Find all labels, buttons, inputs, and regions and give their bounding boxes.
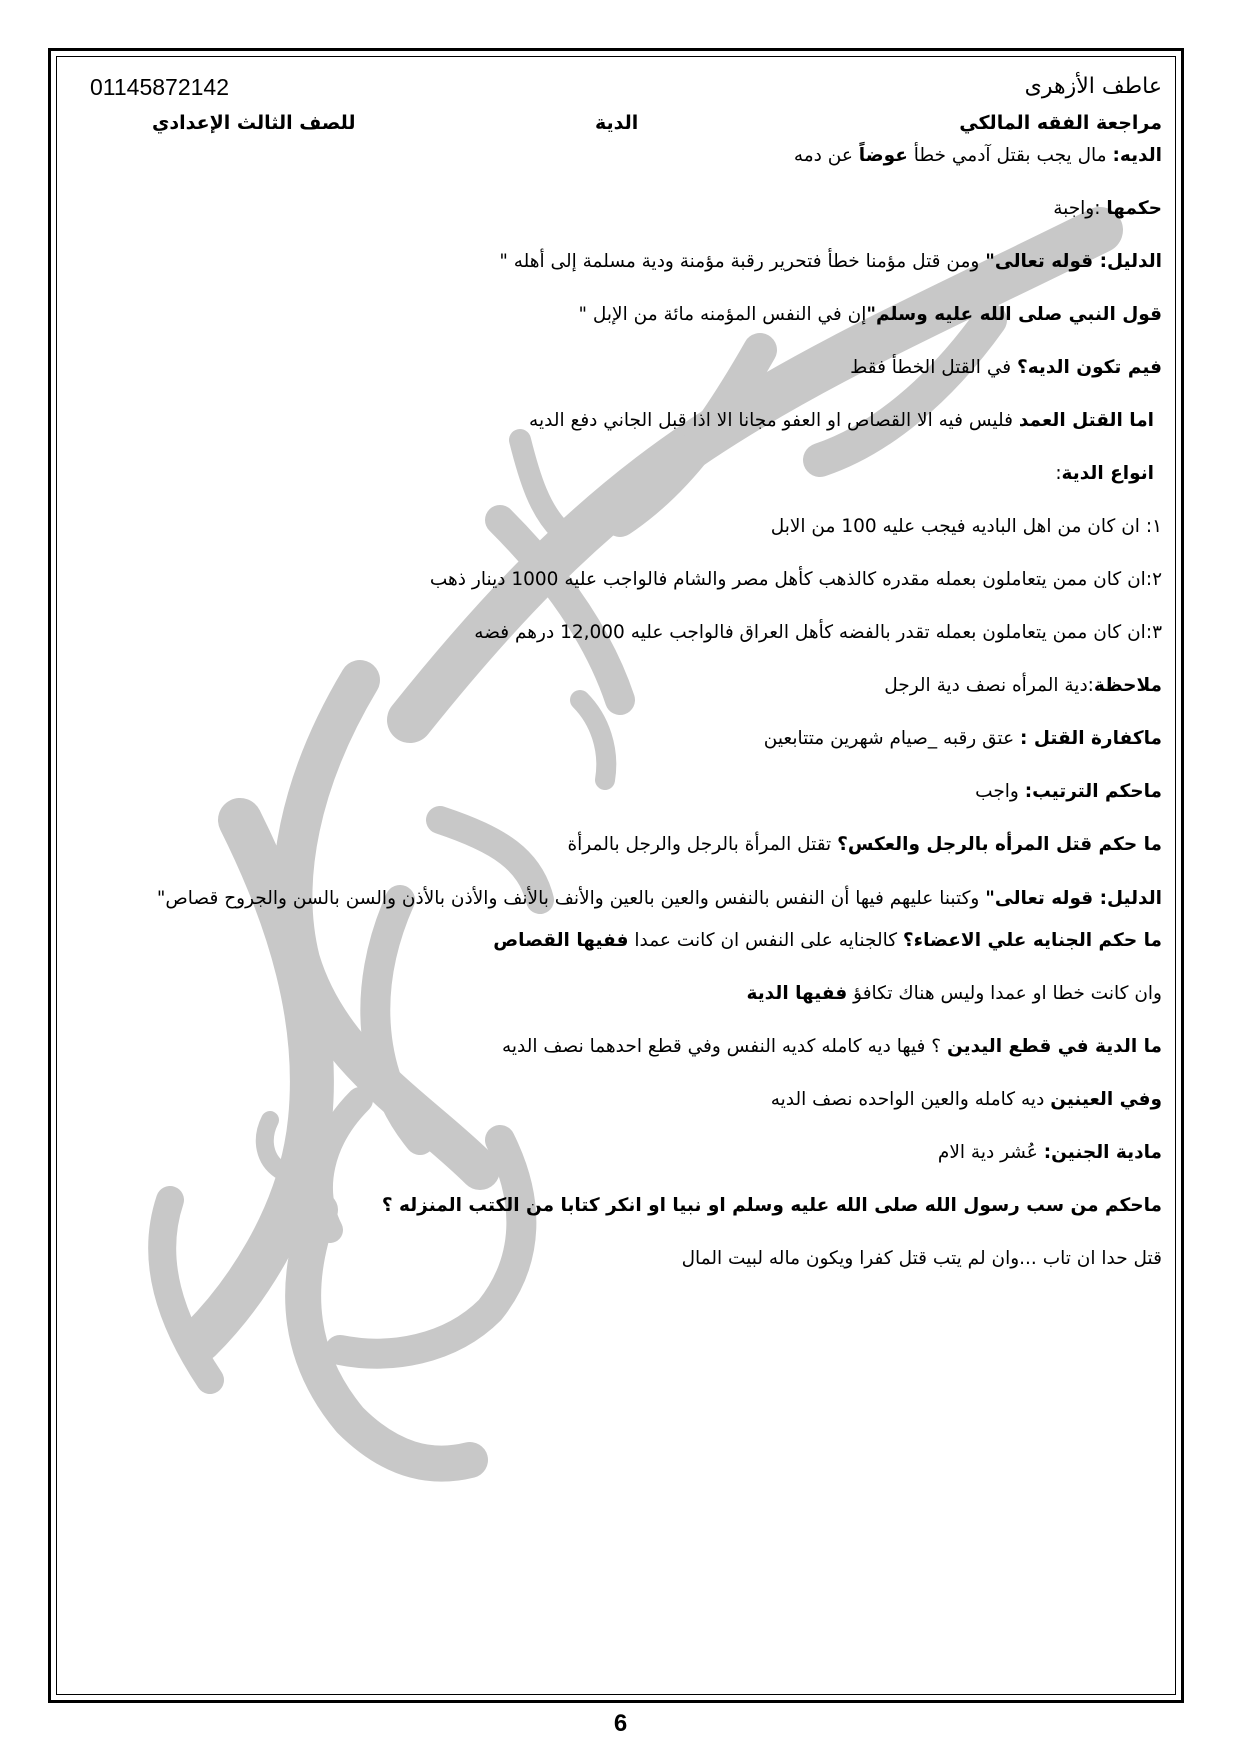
line-limbs-ruling: ما حكم الجنايه علي الاعضاء؟ كالجنايه على النفس ان كانت عمدا ففيها القصاص [493, 930, 1162, 951]
page-number: 6 [613, 1710, 628, 1737]
line-type-2: ٢:ان كان ممن يتعاملون بعمله مقدره كالذهب كأهل مصر والشام فالواجب عليه 1000 دينار ذهب [429, 569, 1162, 590]
document-content [90, 62, 1170, 1269]
line-ruling: حكمها :واجبة [1053, 198, 1162, 219]
line-limbs-error: وان كانت خطا او عمدا وليس هناك تكافؤ ففيها الدية [746, 983, 1162, 1004]
line-insult-answer: قتل حدا ان تاب ...وان لم يتب قتل كفرا ويكون ماله لبيت المال [681, 1248, 1162, 1269]
page-header [90, 62, 1170, 142]
line-note: ملاحظة:دية المرأه نصف دية الرجل [884, 675, 1162, 696]
grade-title: للصف الثالث الإعدادي [152, 112, 356, 134]
topic-title: الدية [595, 112, 639, 134]
subject-title: مراجعة الفقه المالكي [959, 112, 1162, 134]
line-type-1: ١: ان كان من اهل الباديه فيجب عليه 100 من الابل [770, 516, 1162, 537]
line-expiation: ماكفارة القتل : عتق رقبه _صيام شهرين متتابعين [763, 728, 1162, 749]
line-types-heading: انواع الدية: [1055, 463, 1154, 484]
line-evidence-retaliation: الدليل: قوله تعالى" وكتبنا عليهم فيها أن النفس بالنفس والعين بالعين والأنف بالأنف والأذن بالأذن والسن بالسن والجروح قصاص" [156, 888, 1162, 909]
line-evidence-quran: الدليل: قوله تعالى" ومن قتل مؤمنا خطأ فتحرير رقبة مؤمنة ودية مسلمة إلى أهله " [499, 251, 1162, 272]
author-name: عاطف الأزهرى [1024, 74, 1162, 99]
line-fetus: مادية الجنين: عُشر دية الام [937, 1142, 1162, 1163]
line-evidence-hadith: قول النبي صلى الله عليه وسلم"إن في النفس المؤمنه مائة من الإبل " [578, 304, 1162, 325]
line-woman-man: ما حكم قتل المرأه بالرجل والعكس؟ تقتل المرأة بالرجل والرجل بالمرأة [567, 834, 1162, 855]
line-type-3: ٣:ان كان ممن يتعاملون بعمله تقدر بالفضه كأهل العراق فالواجب عليه 12,000 درهم فضه [474, 622, 1162, 643]
line-hands: ما الدية في قطع اليدين ؟ فيها ديه كامله كديه النفس وفي قطع احدهما نصف الديه [501, 1036, 1162, 1057]
line-when-diya: فيم تكون الديه؟ في القتل الخطأ فقط [850, 357, 1162, 378]
line-definition: الديه: مال يجب بقتل آدمي خطأ عوضاً عن دمه [793, 145, 1162, 166]
line-intentional-killing: اما القتل العمد فليس فيه الا القصاص او العفو مجانا الا اذا قبل الجاني دفع الديه [529, 410, 1154, 431]
review-lines [142, 142, 1162, 1298]
phone-number: 01145872142 [90, 74, 229, 100]
line-eyes: وفي العينين ديه كامله والعين الواحده نصف الديه [770, 1089, 1162, 1110]
line-order-ruling: ماحكم الترتيب: واجب [975, 781, 1162, 802]
line-insult-question: ماحكم من سب رسول الله صلى الله عليه وسلم او نبيا او انكر كتابا من الكتب المنزله ؟ [381, 1195, 1162, 1216]
